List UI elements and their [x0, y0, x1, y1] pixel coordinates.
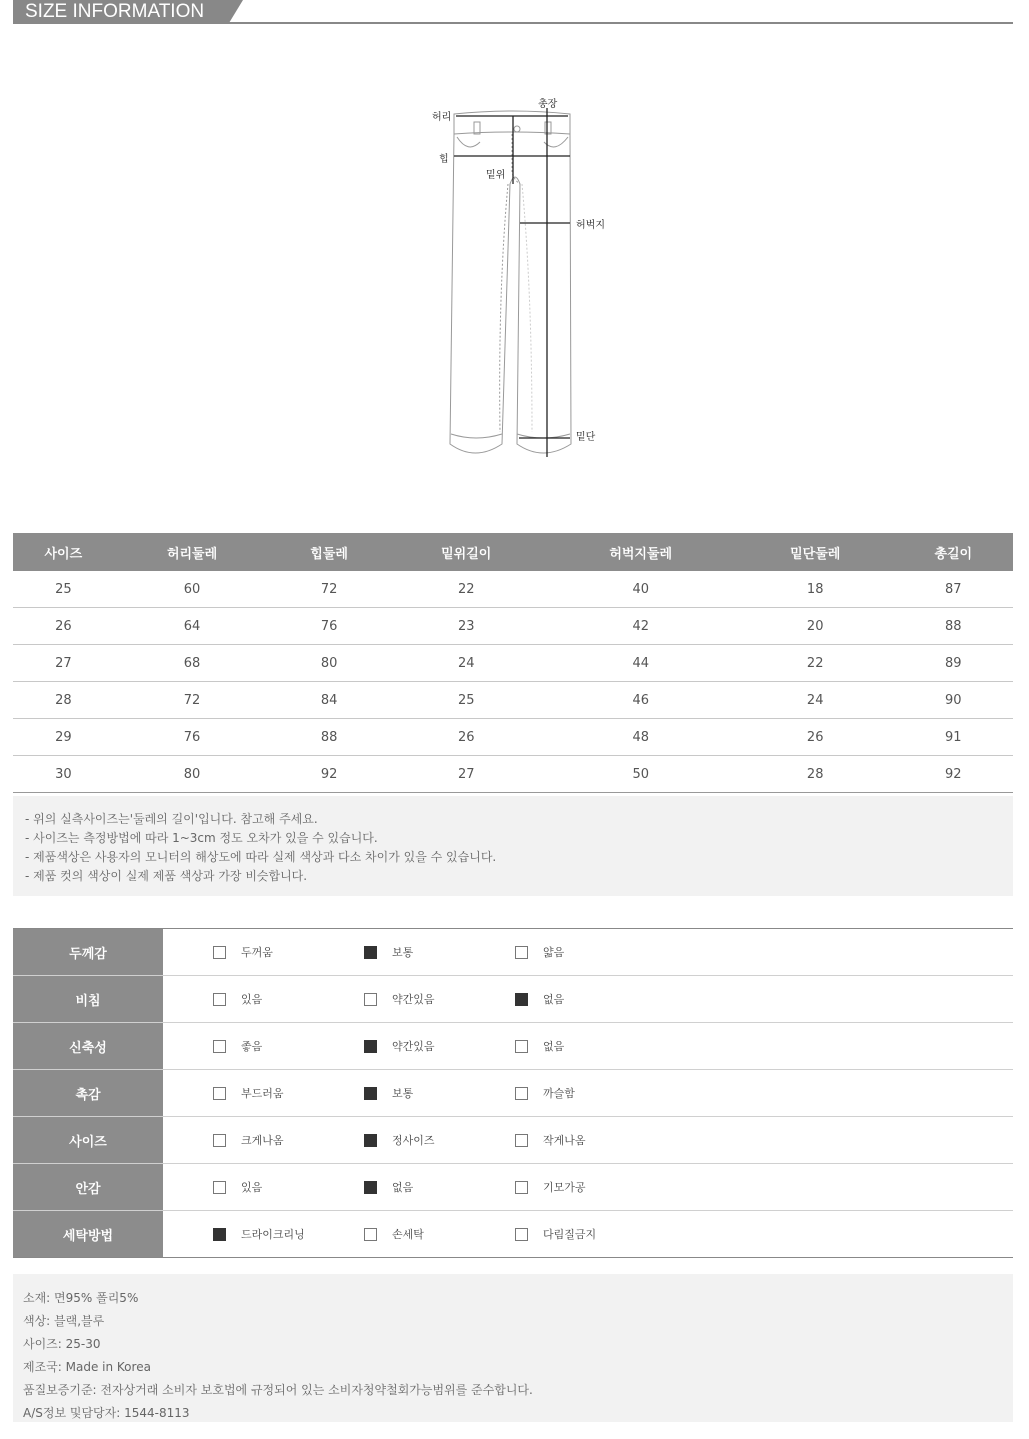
table-cell: 84	[270, 682, 387, 719]
property-label: 촉감	[13, 1070, 163, 1116]
unchecked-box-icon	[213, 1087, 226, 1100]
label-waist: 허리	[432, 112, 452, 123]
property-option-label: 까슬함	[543, 1087, 575, 1100]
info-line: 사이즈: 25-30	[23, 1337, 101, 1351]
property-option-label: 있음	[241, 993, 263, 1006]
table-cell: 72	[114, 682, 271, 719]
table-cell: 24	[388, 645, 545, 682]
column-header: 사이즈	[13, 533, 114, 571]
label-total-length: 총장	[538, 99, 558, 110]
property-option-label: 드라이크리닝	[241, 1228, 305, 1241]
property-row	[13, 976, 1013, 1023]
table-cell: 46	[545, 682, 737, 719]
table-cell: 25	[388, 682, 545, 719]
section-title: SIZE INFORMATION	[13, 0, 229, 23]
property-label: 두께감	[13, 929, 163, 975]
table-cell: 20	[737, 608, 894, 645]
table-cell: 27	[388, 756, 545, 793]
table-cell: 25	[13, 571, 114, 608]
column-header: 총길이	[894, 533, 1013, 571]
property-label: 신축성	[13, 1023, 163, 1069]
table-cell: 42	[545, 608, 737, 645]
note-line: - 사이즈는 측정방법에 따라 1~3cm 정도 오차가 있을 수 있습니다.	[25, 831, 378, 845]
unchecked-box-icon	[213, 993, 226, 1006]
note-line: - 위의 실측사이즈는'둘레의 길이'입니다. 참고해 주세요.	[25, 812, 318, 826]
unchecked-box-icon	[213, 1040, 226, 1053]
property-option	[213, 976, 262, 1022]
property-option-label: 없음	[543, 1040, 565, 1053]
property-label: 사이즈	[13, 1117, 163, 1163]
property-row	[13, 929, 1013, 976]
table-row	[13, 719, 1013, 756]
checked-box-icon	[213, 1228, 226, 1241]
property-option-label: 작게나옴	[543, 1134, 586, 1147]
info-line: 색상: 블랙,블루	[23, 1314, 105, 1328]
header-divider	[13, 22, 1013, 24]
table-cell: 29	[13, 719, 114, 756]
unchecked-box-icon	[515, 1181, 528, 1194]
column-header: 힙둘레	[270, 533, 387, 571]
column-header: 밑위길이	[388, 533, 545, 571]
property-option-label: 두꺼움	[241, 946, 273, 959]
table-cell: 30	[13, 756, 114, 793]
property-option-label: 기모가공	[543, 1181, 586, 1194]
table-cell: 22	[388, 571, 545, 608]
property-option-label: 부드러움	[241, 1087, 284, 1100]
pants-illustration	[420, 92, 620, 472]
property-row	[13, 1070, 1013, 1117]
property-option	[364, 1023, 435, 1069]
table-cell: 88	[894, 608, 1013, 645]
property-row	[13, 1211, 1013, 1257]
table-row	[13, 645, 1013, 682]
size-notes-panel	[13, 796, 1013, 896]
table-cell: 92	[894, 756, 1013, 793]
unchecked-box-icon	[364, 1228, 377, 1241]
note-line: - 제품 컷의 색상이 실제 제품 색상과 가장 비슷합니다.	[25, 869, 308, 883]
property-option	[364, 1070, 413, 1116]
checked-box-icon	[364, 946, 377, 959]
fabric-properties-table	[13, 928, 1013, 1258]
table-cell: 64	[114, 608, 271, 645]
property-option	[364, 929, 413, 975]
unchecked-box-icon	[515, 946, 528, 959]
info-line: A/S정보 및담당자: 1544-8113	[23, 1406, 190, 1420]
unchecked-box-icon	[515, 1134, 528, 1147]
property-option-label: 얇음	[543, 946, 565, 959]
property-option	[364, 1164, 413, 1210]
property-option	[515, 1117, 586, 1163]
property-option	[364, 1117, 435, 1163]
note-line: - 제품색상은 사용자의 모니터의 해상도에 따라 실제 색상과 다소 차이가 있을 수 있습니다.	[25, 850, 497, 864]
property-option	[213, 1023, 262, 1069]
table-cell: 87	[894, 571, 1013, 608]
unchecked-box-icon	[515, 1040, 528, 1053]
table-cell: 26	[388, 719, 545, 756]
property-option-label: 좋음	[241, 1040, 263, 1053]
header-tab-corner	[229, 0, 243, 23]
property-option	[515, 1023, 564, 1069]
property-label: 안감	[13, 1164, 163, 1210]
label-rise: 밑위	[486, 170, 506, 181]
unchecked-box-icon	[364, 993, 377, 1006]
table-cell: 91	[894, 719, 1013, 756]
table-cell: 22	[737, 645, 894, 682]
property-option	[213, 1117, 284, 1163]
unchecked-box-icon	[213, 946, 226, 959]
table-cell: 90	[894, 682, 1013, 719]
table-cell: 28	[13, 682, 114, 719]
checked-box-icon	[364, 1181, 377, 1194]
info-line: 소재: 면95% 폴리5%	[23, 1291, 139, 1305]
table-cell: 44	[545, 645, 737, 682]
table-cell: 24	[737, 682, 894, 719]
table-cell: 26	[737, 719, 894, 756]
property-option	[213, 1164, 262, 1210]
unchecked-box-icon	[213, 1181, 226, 1194]
table-cell: 80	[114, 756, 271, 793]
property-option-label: 약간있음	[392, 1040, 435, 1053]
table-cell: 72	[270, 571, 387, 608]
property-option	[213, 1070, 284, 1116]
column-header: 허리둘레	[114, 533, 271, 571]
table-cell: 76	[114, 719, 271, 756]
table-cell: 18	[737, 571, 894, 608]
table-cell: 27	[13, 645, 114, 682]
unchecked-box-icon	[515, 1228, 528, 1241]
property-option	[515, 1070, 575, 1116]
property-option	[515, 929, 564, 975]
table-cell: 92	[270, 756, 387, 793]
property-row	[13, 1023, 1013, 1070]
checked-box-icon	[364, 1134, 377, 1147]
size-table	[13, 533, 1013, 793]
checked-box-icon	[364, 1040, 377, 1053]
property-option-label: 없음	[543, 993, 565, 1006]
property-row	[13, 1117, 1013, 1164]
column-header: 허벅지둘레	[545, 533, 737, 571]
property-option	[213, 1211, 305, 1257]
column-header: 밑단둘레	[737, 533, 894, 571]
property-option-label: 보통	[392, 1087, 414, 1100]
property-option	[364, 976, 435, 1022]
property-option-label: 있음	[241, 1181, 263, 1194]
table-row	[13, 756, 1013, 793]
table-cell: 26	[13, 608, 114, 645]
table-cell: 76	[270, 608, 387, 645]
product-info-panel	[13, 1274, 1013, 1422]
section-header	[13, 0, 1013, 24]
property-option-label: 크게나옴	[241, 1134, 284, 1147]
table-cell: 88	[270, 719, 387, 756]
property-option	[213, 929, 273, 975]
info-line: 제조국: Made in Korea	[23, 1360, 151, 1374]
property-option-label: 보통	[392, 946, 414, 959]
property-option	[364, 1211, 424, 1257]
table-cell: 89	[894, 645, 1013, 682]
table-row	[13, 682, 1013, 719]
table-cell: 68	[114, 645, 271, 682]
table-cell: 80	[270, 645, 387, 682]
property-option-label: 없음	[392, 1181, 414, 1194]
label-hem: 밑단	[576, 432, 596, 443]
checked-box-icon	[515, 993, 528, 1006]
property-option	[515, 1164, 586, 1210]
property-option-label: 정사이즈	[392, 1134, 435, 1147]
property-option	[515, 976, 564, 1022]
table-cell: 40	[545, 571, 737, 608]
property-label: 비침	[13, 976, 163, 1022]
unchecked-box-icon	[213, 1134, 226, 1147]
unchecked-box-icon	[515, 1087, 528, 1100]
table-cell: 48	[545, 719, 737, 756]
checked-box-icon	[364, 1087, 377, 1100]
table-cell: 28	[737, 756, 894, 793]
table-cell: 50	[545, 756, 737, 793]
property-option-label: 손세탁	[392, 1228, 424, 1241]
label-hip: 힙	[439, 154, 449, 165]
property-option-label: 다림질금지	[543, 1228, 597, 1241]
table-row	[13, 571, 1013, 608]
label-thigh: 허벅지	[576, 220, 605, 231]
info-line: 품질보증기준: 전자상거래 소비자 보호법에 규정되어 있는 소비자청약철회가능범위를 준수합니다.	[23, 1383, 533, 1397]
table-cell: 23	[388, 608, 545, 645]
property-label: 세탁방법	[13, 1211, 163, 1257]
pants-measurement-diagram	[420, 92, 620, 472]
property-row	[13, 1164, 1013, 1211]
table-cell: 60	[114, 571, 271, 608]
property-option-label: 약간있음	[392, 993, 435, 1006]
size-table-header-row	[13, 533, 1013, 571]
table-row	[13, 608, 1013, 645]
property-option	[515, 1211, 596, 1257]
